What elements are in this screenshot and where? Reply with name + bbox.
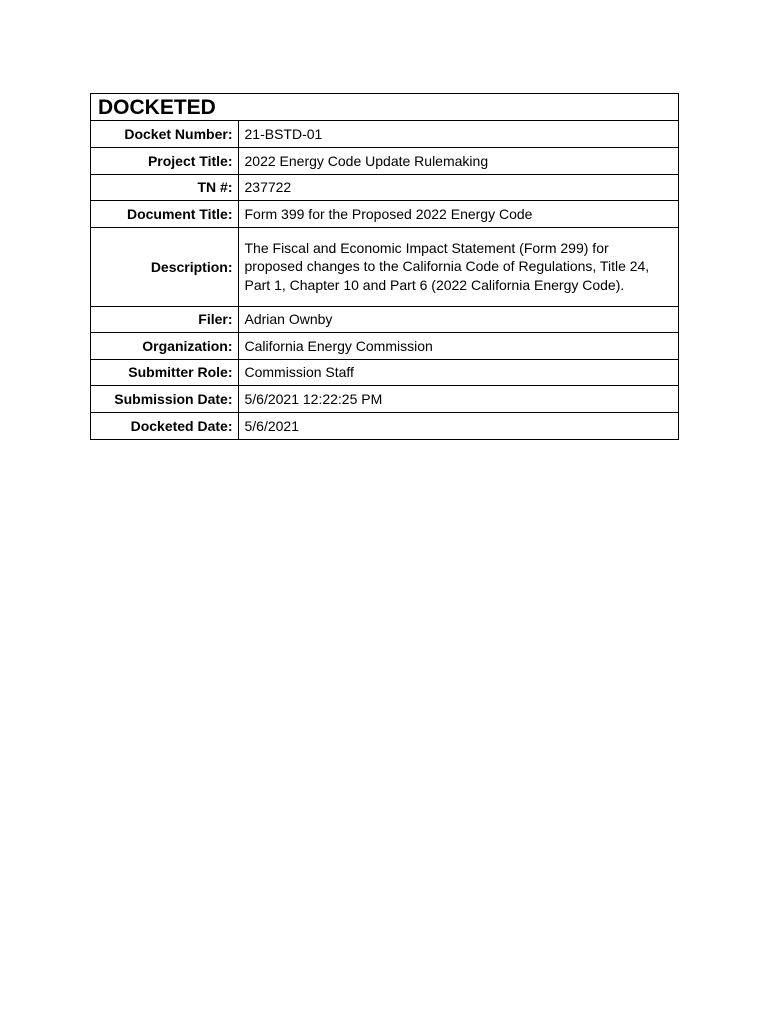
description-label: Description: [91, 227, 238, 306]
document-title-row [91, 201, 678, 228]
description-row [91, 227, 678, 306]
docketed-date-row [91, 412, 678, 439]
docket-cover-box [90, 93, 679, 440]
submission-date-value: 5/6/2021 12:22:25 PM [238, 386, 678, 413]
organization-value: California Energy Commission [238, 333, 678, 360]
submitter-role-row [91, 359, 678, 386]
filer-row [91, 306, 678, 333]
tn-number-row [91, 174, 678, 201]
docket-number-value: 21-BSTD-01 [244, 126, 323, 142]
docket-info-table [91, 121, 678, 439]
docket-number-label: Docket Number: [91, 121, 238, 148]
filer-value: Adrian Ownby [238, 306, 678, 333]
organization-row [91, 333, 678, 360]
submitter-role-value: Commission Staff [238, 359, 678, 386]
document-title-label: Document Title: [91, 201, 238, 228]
docketed-heading: DOCKETED [91, 94, 678, 121]
description-value: The Fiscal and Economic Impact Statement (Form 299) for proposed changes to the California Code of Regulations, Title 24, Part 1, Chapter 10 and Part 6 (2022 California Energy Code). [238, 227, 678, 306]
submission-date-label: Submission Date: [91, 386, 238, 413]
tn-number-label: TN #: [91, 174, 238, 201]
tn-number-value: 237722 [238, 174, 678, 201]
filer-label: Filer: [91, 306, 238, 333]
project-title-row [91, 148, 678, 175]
docketed-date-label: Docketed Date: [91, 412, 238, 439]
submission-date-row [91, 386, 678, 413]
project-title-label: Project Title: [91, 148, 238, 175]
project-title-value: 2022 Energy Code Update Rulemaking [238, 148, 678, 175]
document-title-value: Form 399 for the Proposed 2022 Energy Code [238, 201, 678, 228]
docket-number-row [91, 121, 678, 148]
docketed-date-value: 5/6/2021 [238, 412, 678, 439]
organization-label: Organization: [91, 333, 238, 360]
submitter-role-label: Submitter Role: [91, 359, 238, 386]
